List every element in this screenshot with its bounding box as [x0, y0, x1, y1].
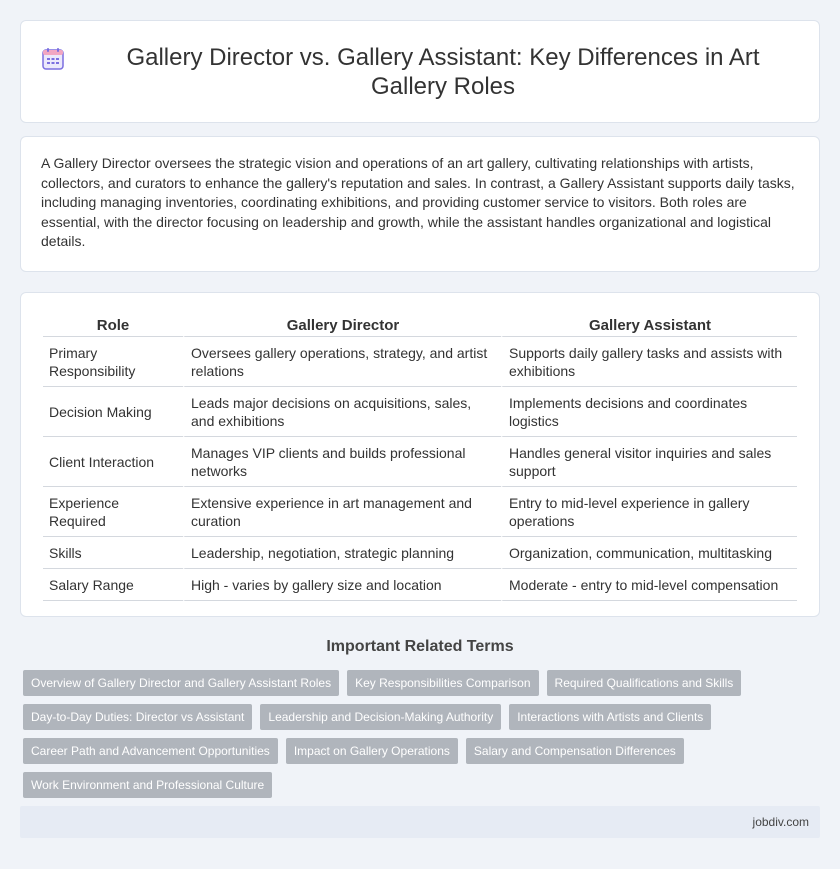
director-cell: Manages VIP clients and builds professional networks	[183, 437, 501, 487]
related-terms-title: Important Related Terms	[326, 638, 514, 655]
director-cell: Oversees gallery operations, strategy, and artist relations	[183, 337, 501, 387]
table-row	[43, 537, 797, 569]
director-cell: Leadership, negotiation, strategic planning	[183, 537, 501, 569]
row-label: Salary Range	[43, 569, 183, 601]
comparison-table	[43, 313, 797, 601]
related-term-tag[interactable]: Interactions with Artists and Clients	[509, 704, 711, 730]
assistant-cell: Supports daily gallery tasks and assists with exhibitions	[501, 337, 797, 387]
related-term-tag[interactable]: Salary and Compensation Differences	[466, 738, 684, 764]
assistant-cell: Entry to mid-level experience in gallery operations	[501, 487, 797, 537]
footer-site-link[interactable]: jobdiv.com	[752, 815, 809, 829]
footer	[20, 806, 820, 838]
related-term-tag[interactable]: Day-to-Day Duties: Director vs Assistant	[23, 704, 252, 730]
comparison-table-card	[20, 292, 820, 617]
table-row	[43, 337, 797, 387]
header-role: Role	[43, 313, 183, 337]
assistant-cell: Handles general visitor inquiries and sales support	[501, 437, 797, 487]
related-terms-list	[23, 670, 823, 806]
assistant-cell: Organization, communication, multitasking	[501, 537, 797, 569]
header	[21, 21, 819, 122]
page-title: Gallery Director vs. Gallery Assistant: Key Differences in Art Gallery Roles	[126, 43, 760, 100]
header-gallery-assistant: Gallery Assistant	[501, 313, 797, 337]
intro-card	[20, 136, 820, 272]
row-label: Client Interaction	[43, 437, 183, 487]
related-term-tag[interactable]: Required Qualifications and Skills	[547, 670, 742, 696]
related-term-tag[interactable]: Leadership and Decision-Making Authority	[260, 704, 501, 730]
director-cell: Extensive experience in art management and curation	[183, 487, 501, 537]
related-term-tag[interactable]: Overview of Gallery Director and Gallery Assistant Roles	[23, 670, 339, 696]
table-row	[43, 387, 797, 437]
calendar-icon	[41, 47, 65, 71]
director-cell: High - varies by gallery size and location	[183, 569, 501, 601]
table-row	[43, 569, 797, 601]
related-term-tag[interactable]: Key Responsibilities Comparison	[347, 670, 538, 696]
row-label: Decision Making	[43, 387, 183, 437]
assistant-cell: Implements decisions and coordinates logistics	[501, 387, 797, 437]
intro-paragraph: A Gallery Director oversees the strategic vision and operations of an art gallery, cultivating relationships with artists, collectors, and curators to enhance the gallery's reputation and sales. In contrast, a Gallery Assistant supports daily tasks, including managing inventories, coordinating exhibitions, and providing customer service to visitors. Both roles are essential, with the director focusing on leadership and growth, while the assistant handles organizational and logistical details.	[41, 155, 795, 250]
director-cell: Leads major decisions on acquisitions, sales, and exhibitions	[183, 387, 501, 437]
row-label: Experience Required	[43, 487, 183, 537]
related-term-tag[interactable]: Career Path and Advancement Opportunities	[23, 738, 278, 764]
row-label: Primary Responsibility	[43, 337, 183, 387]
table-header-row	[43, 313, 797, 337]
related-term-tag[interactable]: Work Environment and Professional Culture	[23, 772, 272, 798]
header-gallery-director: Gallery Director	[183, 313, 501, 337]
related-term-tag[interactable]: Impact on Gallery Operations	[286, 738, 458, 764]
table-row	[43, 487, 797, 537]
header-card	[20, 20, 820, 123]
row-label: Skills	[43, 537, 183, 569]
assistant-cell: Moderate - entry to mid-level compensation	[501, 569, 797, 601]
table-row	[43, 437, 797, 487]
